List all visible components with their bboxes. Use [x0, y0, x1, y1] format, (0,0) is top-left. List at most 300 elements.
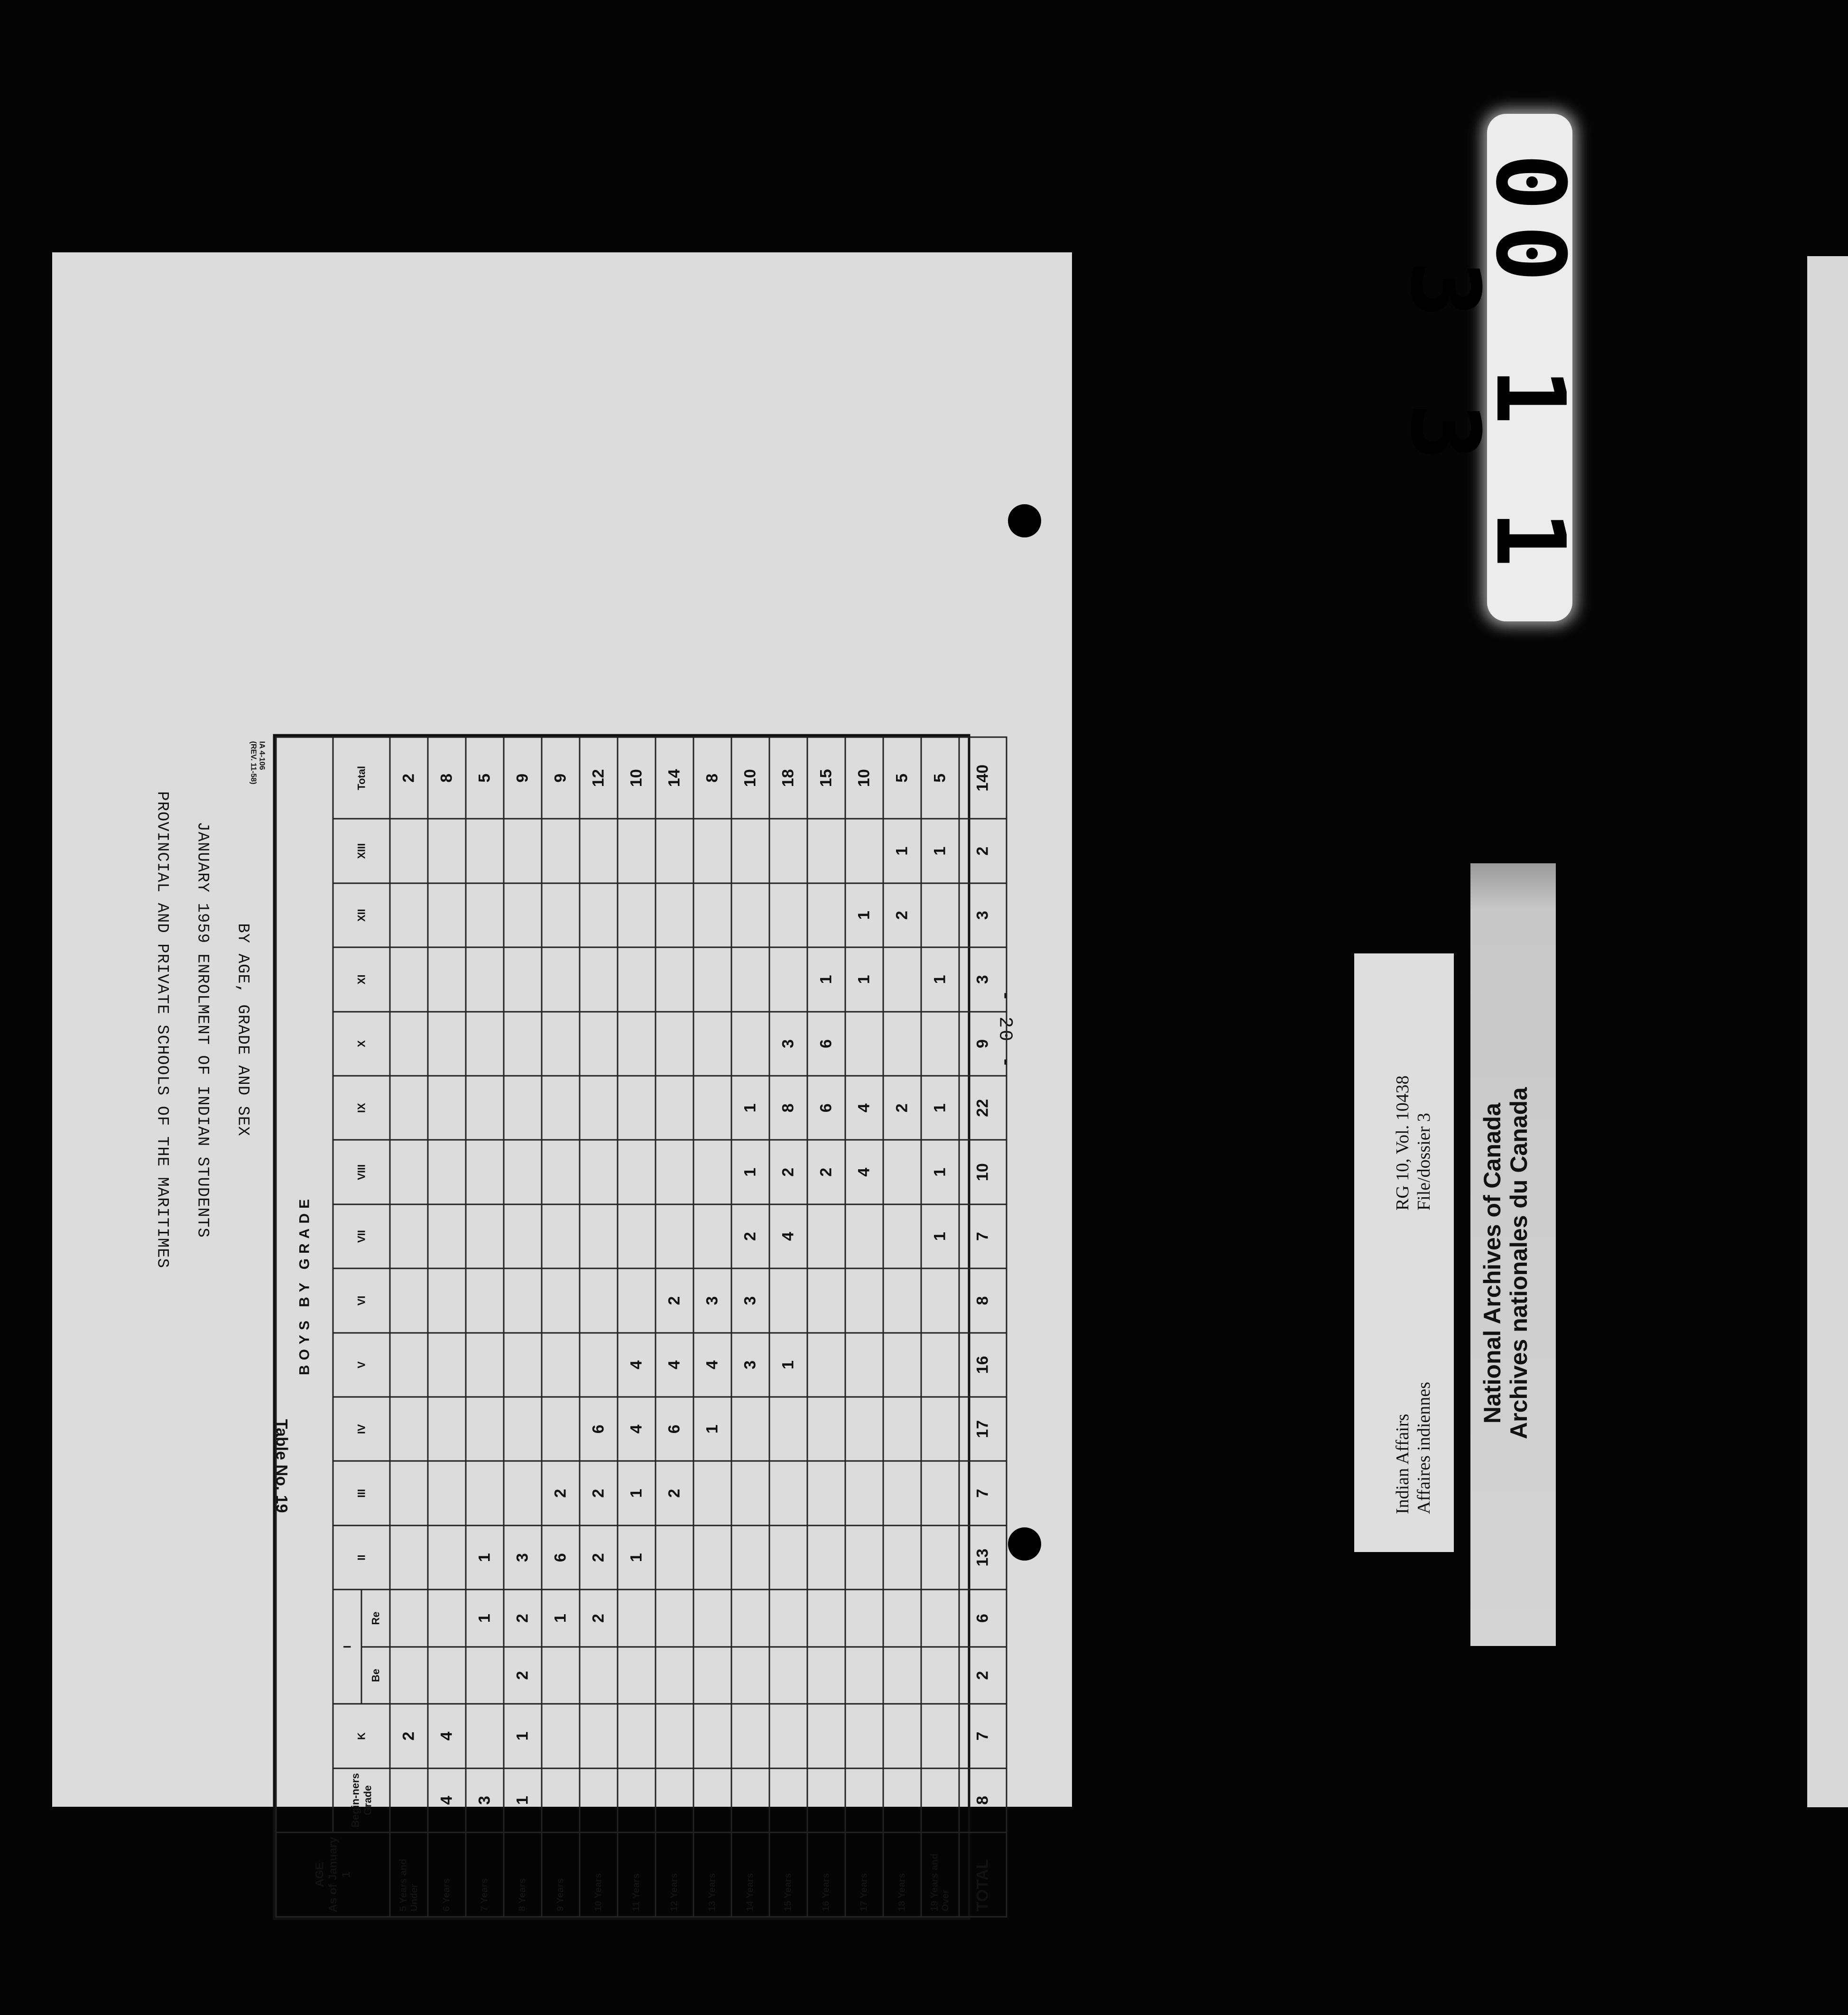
- total-cell: 22: [959, 1076, 1007, 1140]
- table-cell: [466, 819, 504, 883]
- table-cell: 3: [731, 1268, 769, 1332]
- table-row: [542, 737, 580, 1917]
- total-cell: 8: [959, 1768, 1007, 1832]
- table-cell: [390, 1011, 428, 1075]
- age-cell: 19 Years and Over: [921, 1832, 959, 1917]
- table-cell: 2: [580, 1461, 618, 1525]
- table-cell: [542, 1704, 580, 1768]
- table-cell: 4: [656, 1332, 693, 1396]
- table-cell: [921, 883, 959, 947]
- table-cell: 2: [807, 1140, 845, 1204]
- table-cell: [921, 1704, 959, 1768]
- table-cell: 1: [731, 1076, 769, 1140]
- age-cell: 13 Years: [693, 1832, 731, 1917]
- col-viii: VIII: [333, 1140, 390, 1204]
- table-cell: 1: [845, 883, 883, 947]
- table-cell: [656, 1646, 693, 1704]
- table-row: [883, 737, 921, 1917]
- table-cell: 1: [883, 819, 921, 883]
- table-cell: [883, 1332, 921, 1396]
- table-row: [466, 737, 504, 1917]
- table-cell: [807, 1268, 845, 1332]
- table-cell: [466, 1076, 504, 1140]
- table-cell: [618, 883, 656, 947]
- total-cell: 7: [959, 1704, 1007, 1768]
- table-cell: 10: [731, 737, 769, 819]
- table-cell: 1: [921, 1140, 959, 1204]
- table-cell: [580, 1646, 618, 1704]
- table-cell: 6: [580, 1397, 618, 1461]
- table-cell: [845, 1590, 883, 1647]
- table-cell: [845, 819, 883, 883]
- table-cell: [693, 1204, 731, 1268]
- table-cell: [693, 819, 731, 883]
- table-cell: [656, 1768, 693, 1832]
- table-cell: [504, 1268, 542, 1332]
- table-cell: 2: [390, 1704, 428, 1768]
- table-cell: [542, 1768, 580, 1832]
- table-cell: 12: [580, 737, 618, 819]
- table-cell: [580, 1768, 618, 1832]
- table-cell: 4: [618, 1332, 656, 1396]
- total-cell: 16: [959, 1332, 1007, 1396]
- table-cell: 1: [807, 947, 845, 1011]
- table-cell: [618, 1704, 656, 1768]
- table-cell: [693, 947, 731, 1011]
- table-cell: [656, 819, 693, 883]
- table-cell: [807, 1704, 845, 1768]
- table-cell: [883, 1704, 921, 1768]
- table-cell: [390, 1332, 428, 1396]
- table-cell: [428, 1268, 466, 1332]
- table-cell: 4: [769, 1204, 807, 1268]
- table-cell: 1: [466, 1525, 504, 1589]
- table-cell: [618, 1011, 656, 1075]
- col-v: V: [333, 1332, 390, 1396]
- table-cell: [428, 1332, 466, 1396]
- table-cell: [656, 1704, 693, 1768]
- table-row: [807, 737, 845, 1917]
- table-cell: 2: [580, 1590, 618, 1647]
- col-vi: VI: [333, 1268, 390, 1332]
- table-cell: 1: [921, 819, 959, 883]
- table-cell: [845, 1704, 883, 1768]
- table-cell: [390, 1140, 428, 1204]
- table-cell: [390, 1076, 428, 1140]
- table-cell: [390, 1461, 428, 1525]
- table-cell: [693, 1646, 731, 1704]
- table-cell: 3: [466, 1768, 504, 1832]
- table-cell: [618, 1204, 656, 1268]
- table-cell: [504, 1140, 542, 1204]
- age-cell: 17 Years: [845, 1832, 883, 1917]
- table-cell: 2: [656, 1461, 693, 1525]
- table-cell: 5: [921, 737, 959, 819]
- table-cell: [769, 1525, 807, 1589]
- table-cell: [845, 1525, 883, 1589]
- col-re: Re: [361, 1590, 390, 1647]
- table-cell: 15: [807, 737, 845, 819]
- table-cell: 1: [769, 1332, 807, 1396]
- table-cell: [731, 883, 769, 947]
- table-cell: [580, 1140, 618, 1204]
- stamp-line-en: National Archives of Canada: [1479, 1102, 1506, 1424]
- col-be: Be: [361, 1646, 390, 1704]
- table-cell: [807, 1461, 845, 1525]
- table-cell: [769, 1268, 807, 1332]
- table-cell: [845, 1768, 883, 1832]
- table-cell: 2: [542, 1461, 580, 1525]
- table-cell: [542, 1204, 580, 1268]
- table-cell: [428, 1646, 466, 1704]
- table-cell: [769, 883, 807, 947]
- table-cell: [921, 1332, 959, 1396]
- table-cell: [731, 1768, 769, 1832]
- age-cell: 9 Years: [542, 1832, 580, 1917]
- table-cell: [656, 1525, 693, 1589]
- table-cell: [693, 883, 731, 947]
- table-cell: [921, 1011, 959, 1075]
- table-cell: [693, 1076, 731, 1140]
- table-cell: [656, 1076, 693, 1140]
- table-cell: [504, 883, 542, 947]
- table-cell: 3: [731, 1332, 769, 1396]
- table-cell: [542, 1646, 580, 1704]
- table-cell: [693, 1011, 731, 1075]
- age-cell: 8 Years: [504, 1832, 542, 1917]
- table-cell: [428, 1011, 466, 1075]
- table-cell: [580, 883, 618, 947]
- total-cell: 9: [959, 1011, 1007, 1075]
- table-cell: 10: [845, 737, 883, 819]
- table-cell: [807, 1525, 845, 1589]
- table-cell: [618, 819, 656, 883]
- table-cell: [769, 1397, 807, 1461]
- total-cell: 8: [959, 1268, 1007, 1332]
- table-cell: 1: [921, 947, 959, 1011]
- table-cell: [580, 1011, 618, 1075]
- table-cell: [390, 1204, 428, 1268]
- table-cell: [466, 1268, 504, 1332]
- table-cell: 4: [428, 1704, 466, 1768]
- col-ii: II: [333, 1525, 390, 1589]
- table-cell: 3: [769, 1011, 807, 1075]
- table-cell: [390, 883, 428, 947]
- table-cell: [845, 1268, 883, 1332]
- table-cell: [845, 1397, 883, 1461]
- table-cell: [883, 1011, 921, 1075]
- table-row: [618, 737, 656, 1917]
- table-cell: 4: [845, 1140, 883, 1204]
- table-cell: [542, 1140, 580, 1204]
- table-cell: [580, 1204, 618, 1268]
- frame-counter-digits: 00 1 1 3 3: [1389, 153, 1585, 582]
- title-line-3: BY AGE, GRADE AND SEX: [233, 923, 251, 1137]
- table-cell: [731, 1397, 769, 1461]
- col-grade-1: I: [333, 1590, 361, 1704]
- table-cell: [883, 1646, 921, 1704]
- table-cell: 1: [921, 1076, 959, 1140]
- table-cell: [390, 1590, 428, 1647]
- table-cell: 9: [504, 737, 542, 819]
- table-cell: [693, 1461, 731, 1525]
- label-volume: RG 10, Vol. 10438: [1393, 1075, 1413, 1211]
- total-cell: 2: [959, 1646, 1007, 1704]
- table-cell: [883, 1525, 921, 1589]
- table-cell: [883, 1768, 921, 1832]
- table-cell: [428, 1076, 466, 1140]
- table-cell: 8: [428, 737, 466, 819]
- table-cell: [807, 1768, 845, 1832]
- table-cell: [656, 1011, 693, 1075]
- table-cell: [618, 1268, 656, 1332]
- table-cell: [807, 1204, 845, 1268]
- table-cell: [731, 1646, 769, 1704]
- table-cell: [428, 1397, 466, 1461]
- table-cell: [731, 1011, 769, 1075]
- table-row: [921, 737, 959, 1917]
- table-cell: [428, 819, 466, 883]
- table-cell: 2: [390, 737, 428, 819]
- table-cell: 5: [883, 737, 921, 819]
- table-cell: [693, 1704, 731, 1768]
- table-cell: [807, 819, 845, 883]
- table-cell: [845, 1011, 883, 1075]
- total-cell: 6: [959, 1590, 1007, 1647]
- table-cell: [542, 1332, 580, 1396]
- col-vii: VII: [333, 1204, 390, 1268]
- col-xiii: XIII: [333, 819, 390, 883]
- table-cell: [769, 1590, 807, 1647]
- table-cell: [921, 1525, 959, 1589]
- total-cell: 13: [959, 1525, 1007, 1589]
- table-cell: 1: [504, 1768, 542, 1832]
- col-xii: XII: [333, 883, 390, 947]
- table-cell: [466, 1704, 504, 1768]
- table-cell: [883, 947, 921, 1011]
- table-cell: 4: [428, 1768, 466, 1832]
- table-cell: [466, 1646, 504, 1704]
- table-cell: [769, 819, 807, 883]
- table-cell: [618, 1140, 656, 1204]
- table-row: [656, 737, 693, 1917]
- table-cell: [504, 947, 542, 1011]
- total-cell: 7: [959, 1461, 1007, 1525]
- table-cell: [656, 1590, 693, 1647]
- table-cell: 6: [807, 1011, 845, 1075]
- table-cell: 1: [618, 1461, 656, 1525]
- enrolment-table: [273, 734, 991, 1920]
- table-cell: 2: [731, 1204, 769, 1268]
- table-cell: [390, 1768, 428, 1832]
- form-code: IA 4-106 (REV. 11-58): [249, 741, 266, 785]
- table-cell: [769, 1461, 807, 1525]
- table-row: [845, 737, 883, 1917]
- age-cell: 12 Years: [656, 1832, 693, 1917]
- table-cell: [466, 1204, 504, 1268]
- age-cell: 6 Years: [428, 1832, 466, 1917]
- table-cell: [807, 1397, 845, 1461]
- table-cell: [428, 883, 466, 947]
- table-cell: [618, 1768, 656, 1832]
- table-cell: [731, 1525, 769, 1589]
- document-content: [52, 252, 1072, 1912]
- table-cell: [390, 819, 428, 883]
- table-cell: [428, 1204, 466, 1268]
- table-cell: [580, 819, 618, 883]
- table-cell: 2: [883, 883, 921, 947]
- table-cell: 1: [731, 1140, 769, 1204]
- table-cell: [542, 1076, 580, 1140]
- total-label: TOTAL: [959, 1832, 1007, 1917]
- table-cell: [807, 1590, 845, 1647]
- table-cell: [390, 1397, 428, 1461]
- table-cell: [883, 1268, 921, 1332]
- table-cell: [845, 1204, 883, 1268]
- table-row: [731, 737, 769, 1917]
- punch-hole-bottom: [1008, 1527, 1041, 1561]
- table-cell: 5: [466, 737, 504, 819]
- table-cell: 1: [618, 1525, 656, 1589]
- table-cell: [618, 1590, 656, 1647]
- table-cell: [504, 1397, 542, 1461]
- table-cell: [466, 1140, 504, 1204]
- table-cell: 8: [769, 1076, 807, 1140]
- age-cell: 18 Years: [883, 1832, 921, 1917]
- table-row: [769, 737, 807, 1917]
- table-cell: [731, 1461, 769, 1525]
- total-cell: 140: [959, 737, 1007, 819]
- table-cell: [466, 1461, 504, 1525]
- table-cell: [428, 1590, 466, 1647]
- document-sheet: [52, 252, 1072, 1912]
- title-line-2: JANUARY 1959 ENROLMENT OF INDIAN STUDENTS: [193, 821, 211, 1238]
- punch-hole-top: [1008, 504, 1041, 537]
- table-cell: 6: [656, 1397, 693, 1461]
- table-cell: [883, 1461, 921, 1525]
- table-cell: [390, 947, 428, 1011]
- table-cell: [428, 1525, 466, 1589]
- table-cell: 2: [504, 1590, 542, 1647]
- next-document-edge: [1807, 256, 1848, 1807]
- table-cell: [656, 883, 693, 947]
- table-cell: 1: [921, 1204, 959, 1268]
- table-cell: [542, 1011, 580, 1075]
- title-line-1: PROVINCIAL AND PRIVATE SCHOOLS OF THE MARITIMES: [153, 791, 171, 1268]
- age-cell: 16 Years: [807, 1832, 845, 1917]
- table-number: Table No. 19: [272, 1419, 290, 1513]
- table-cell: [542, 883, 580, 947]
- label-file: File/dossier 3: [1414, 1113, 1434, 1211]
- total-cell: 10: [959, 1140, 1007, 1204]
- total-cell: 3: [959, 947, 1007, 1011]
- table-cell: 18: [769, 737, 807, 819]
- table-cell: 4: [618, 1397, 656, 1461]
- table-cell: [390, 1268, 428, 1332]
- table-cell: [656, 947, 693, 1011]
- col-x: X: [333, 1011, 390, 1075]
- table-cell: [693, 1140, 731, 1204]
- col-iv: IV: [333, 1397, 390, 1461]
- table-cell: [466, 947, 504, 1011]
- table-cell: [466, 883, 504, 947]
- table-cell: [693, 1768, 731, 1832]
- table-cell: [504, 1204, 542, 1268]
- table-cell: [390, 1525, 428, 1589]
- table-cell: 6: [807, 1076, 845, 1140]
- table-cell: 4: [693, 1332, 731, 1396]
- table-cell: [769, 1646, 807, 1704]
- label-department-fr: Affaires indiennes: [1414, 1382, 1434, 1514]
- table-cell: [466, 1332, 504, 1396]
- boys-by-grade-header: BOYS BY GRADE: [276, 737, 333, 1832]
- stamp-line-fr: Archives nationales du Canada: [1506, 1087, 1532, 1439]
- table-cell: [921, 1461, 959, 1525]
- age-cell: 10 Years: [580, 1832, 618, 1917]
- age-cell: 7 Years: [466, 1832, 504, 1917]
- table-cell: 1: [542, 1590, 580, 1647]
- table-cell: 1: [504, 1704, 542, 1768]
- col-k: K: [333, 1704, 390, 1768]
- table-cell: [731, 1590, 769, 1647]
- table-cell: 2: [883, 1076, 921, 1140]
- table-cell: [769, 1768, 807, 1832]
- table-cell: [921, 1268, 959, 1332]
- table-cell: [542, 947, 580, 1011]
- archive-stamp: [1470, 863, 1556, 1646]
- table-cell: 3: [504, 1525, 542, 1589]
- table-cell: [845, 1646, 883, 1704]
- table-cell: [390, 1646, 428, 1704]
- table-cell: [542, 1268, 580, 1332]
- table-cell: [504, 1332, 542, 1396]
- table-cell: 1: [693, 1397, 731, 1461]
- table-cell: [807, 1646, 845, 1704]
- total-cell: 7: [959, 1204, 1007, 1268]
- table-cell: [693, 1525, 731, 1589]
- frame-counter: [1389, 114, 1585, 621]
- archive-reference-label: [1354, 953, 1454, 1552]
- table-cell: [769, 947, 807, 1011]
- table-row: [504, 737, 542, 1917]
- table-cell: 2: [504, 1646, 542, 1704]
- col-iii: III: [333, 1461, 390, 1525]
- table-cell: [807, 1332, 845, 1396]
- table-cell: [542, 819, 580, 883]
- table-cell: [580, 1704, 618, 1768]
- table-cell: [656, 1140, 693, 1204]
- table-cell: [921, 1768, 959, 1832]
- table-cell: 8: [693, 737, 731, 819]
- table-cell: 1: [466, 1590, 504, 1647]
- table-cell: [845, 1332, 883, 1396]
- table-cell: [618, 1076, 656, 1140]
- table-cell: [580, 1268, 618, 1332]
- table-cell: [428, 1140, 466, 1204]
- table-cell: [731, 819, 769, 883]
- table-cell: [921, 1397, 959, 1461]
- age-cell: 15 Years: [769, 1832, 807, 1917]
- table-cell: [845, 1461, 883, 1525]
- table-cell: [580, 947, 618, 1011]
- table-cell: 10: [618, 737, 656, 819]
- table-cell: [428, 947, 466, 1011]
- table-row: [428, 737, 466, 1917]
- total-cell: 17: [959, 1397, 1007, 1461]
- table-cell: [504, 819, 542, 883]
- age-header: AGE As of January 1: [276, 1832, 390, 1917]
- table-cell: 9: [542, 737, 580, 819]
